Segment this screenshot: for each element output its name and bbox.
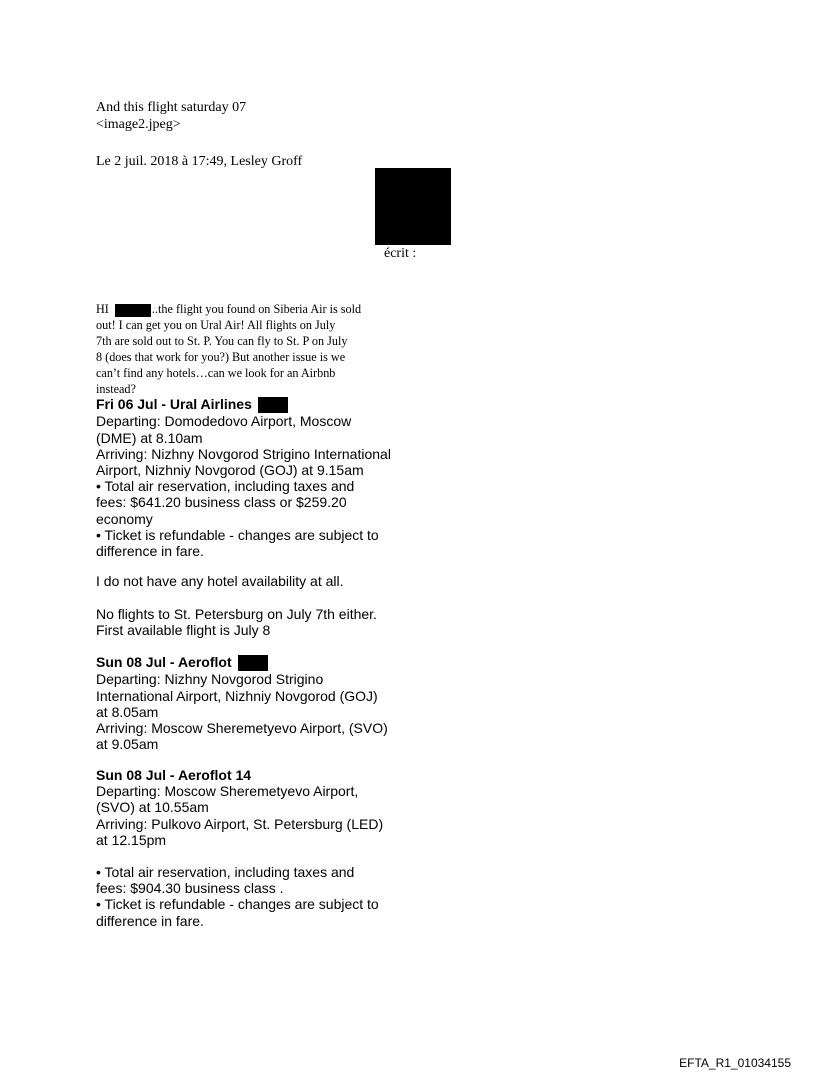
totals-line: fees: $904.30 business class . [96, 880, 284, 897]
reply-paragraph [96, 301, 396, 397]
reply-line-1 [96, 301, 396, 317]
flight-3-heading: Sun 08 Jul - Aeroflot 14 [96, 767, 252, 783]
intro-line-1: And this flight saturday 07 [96, 100, 247, 115]
totals-block [96, 864, 379, 929]
flight-1-line: • Total air reservation, including taxes and [96, 478, 355, 495]
ecrit-label: écrit : [384, 246, 417, 261]
flight-1-line: Airport, Nizhniy Novgorod (GOJ) at 9.15am [96, 461, 364, 478]
flight-1-line: fees: $641.20 business class or $259.20 [96, 494, 347, 511]
flight-2-line: International Airport, Nizhniy Novgorod (GOJ) [96, 687, 378, 704]
totals-line: difference in fare. [96, 912, 204, 929]
flight-2-line: at 8.05am [96, 703, 159, 720]
flight-1-line: (DME) at 8.10am [96, 429, 203, 446]
flight-2-block [96, 654, 388, 752]
flight-2-line: at 9.05am [96, 736, 159, 753]
flight-1-block [96, 396, 391, 559]
flight-3-line: Departing: Moscow Sheremetyevo Airport, [96, 783, 359, 800]
document-id: EFTA_R1_01034155 [679, 1056, 791, 1070]
flight-1-line: Arriving: Nizhny Novgorod Strigino International [96, 445, 391, 462]
flight-2-line: Arriving: Moscow Sheremetyevo Airport, (SVO) [96, 719, 388, 736]
reply-line: 7th are sold out to St. P. You can fly to St. P on July [96, 334, 348, 348]
redaction-box [375, 168, 451, 245]
flight-3-line: Arriving: Pulkovo Airport, St. Petersburg (LED) [96, 815, 384, 832]
flight-1-heading-text: Fri 06 Jul - Ural Airlines [96, 396, 252, 412]
flight-1-line: Departing: Domodedovo Airport, Moscow [96, 413, 352, 430]
hotel-note: I do not have any hotel availability at all. [96, 573, 344, 589]
flight-1-line: economy [96, 510, 153, 527]
flights-note-line-2: First available flight is July 8 [96, 622, 271, 639]
totals-line: • Total air reservation, including taxes and [96, 864, 355, 880]
reply-line: instead? [96, 382, 136, 396]
image-attachment-reference: <image2.jpeg> [96, 117, 181, 132]
flight-1-heading [96, 396, 391, 413]
reply-greeting: HI [96, 302, 109, 316]
flight-2-heading-text: Sun 08 Jul - Aeroflot [96, 654, 232, 670]
flight-3-line: (SVO) at 10.55am [96, 799, 209, 816]
redaction-box [115, 304, 151, 317]
quote-header: Le 2 juil. 2018 à 17:49, Lesley Groff [96, 154, 303, 169]
flight-3-block [96, 767, 383, 848]
redaction-box [258, 397, 288, 413]
reply-line-1-rest: ..the flight you found on Siberia Air is sold [151, 302, 362, 316]
flight-2-line: Departing: Nizhny Novgorod Strigino [96, 671, 324, 688]
flights-note [96, 606, 377, 638]
flights-note-line-1: No flights to St. Petersburg on July 7th either. [96, 606, 377, 622]
redaction-box [238, 655, 268, 671]
reply-line: 8 (does that work for you?) But another issue is we [96, 350, 346, 364]
flight-1-line: difference in fare. [96, 542, 204, 559]
flight-3-line: at 12.15pm [96, 831, 167, 848]
reply-line: out! I can get you on Ural Air! All flights on July [96, 318, 336, 332]
flight-1-line: • Ticket is refundable - changes are subject to [96, 526, 379, 543]
reply-line: can’t find any hotels…can we look for an Airbnb [96, 366, 336, 380]
totals-line: • Ticket is refundable - changes are subject to [96, 896, 379, 913]
flight-2-heading [96, 654, 388, 671]
